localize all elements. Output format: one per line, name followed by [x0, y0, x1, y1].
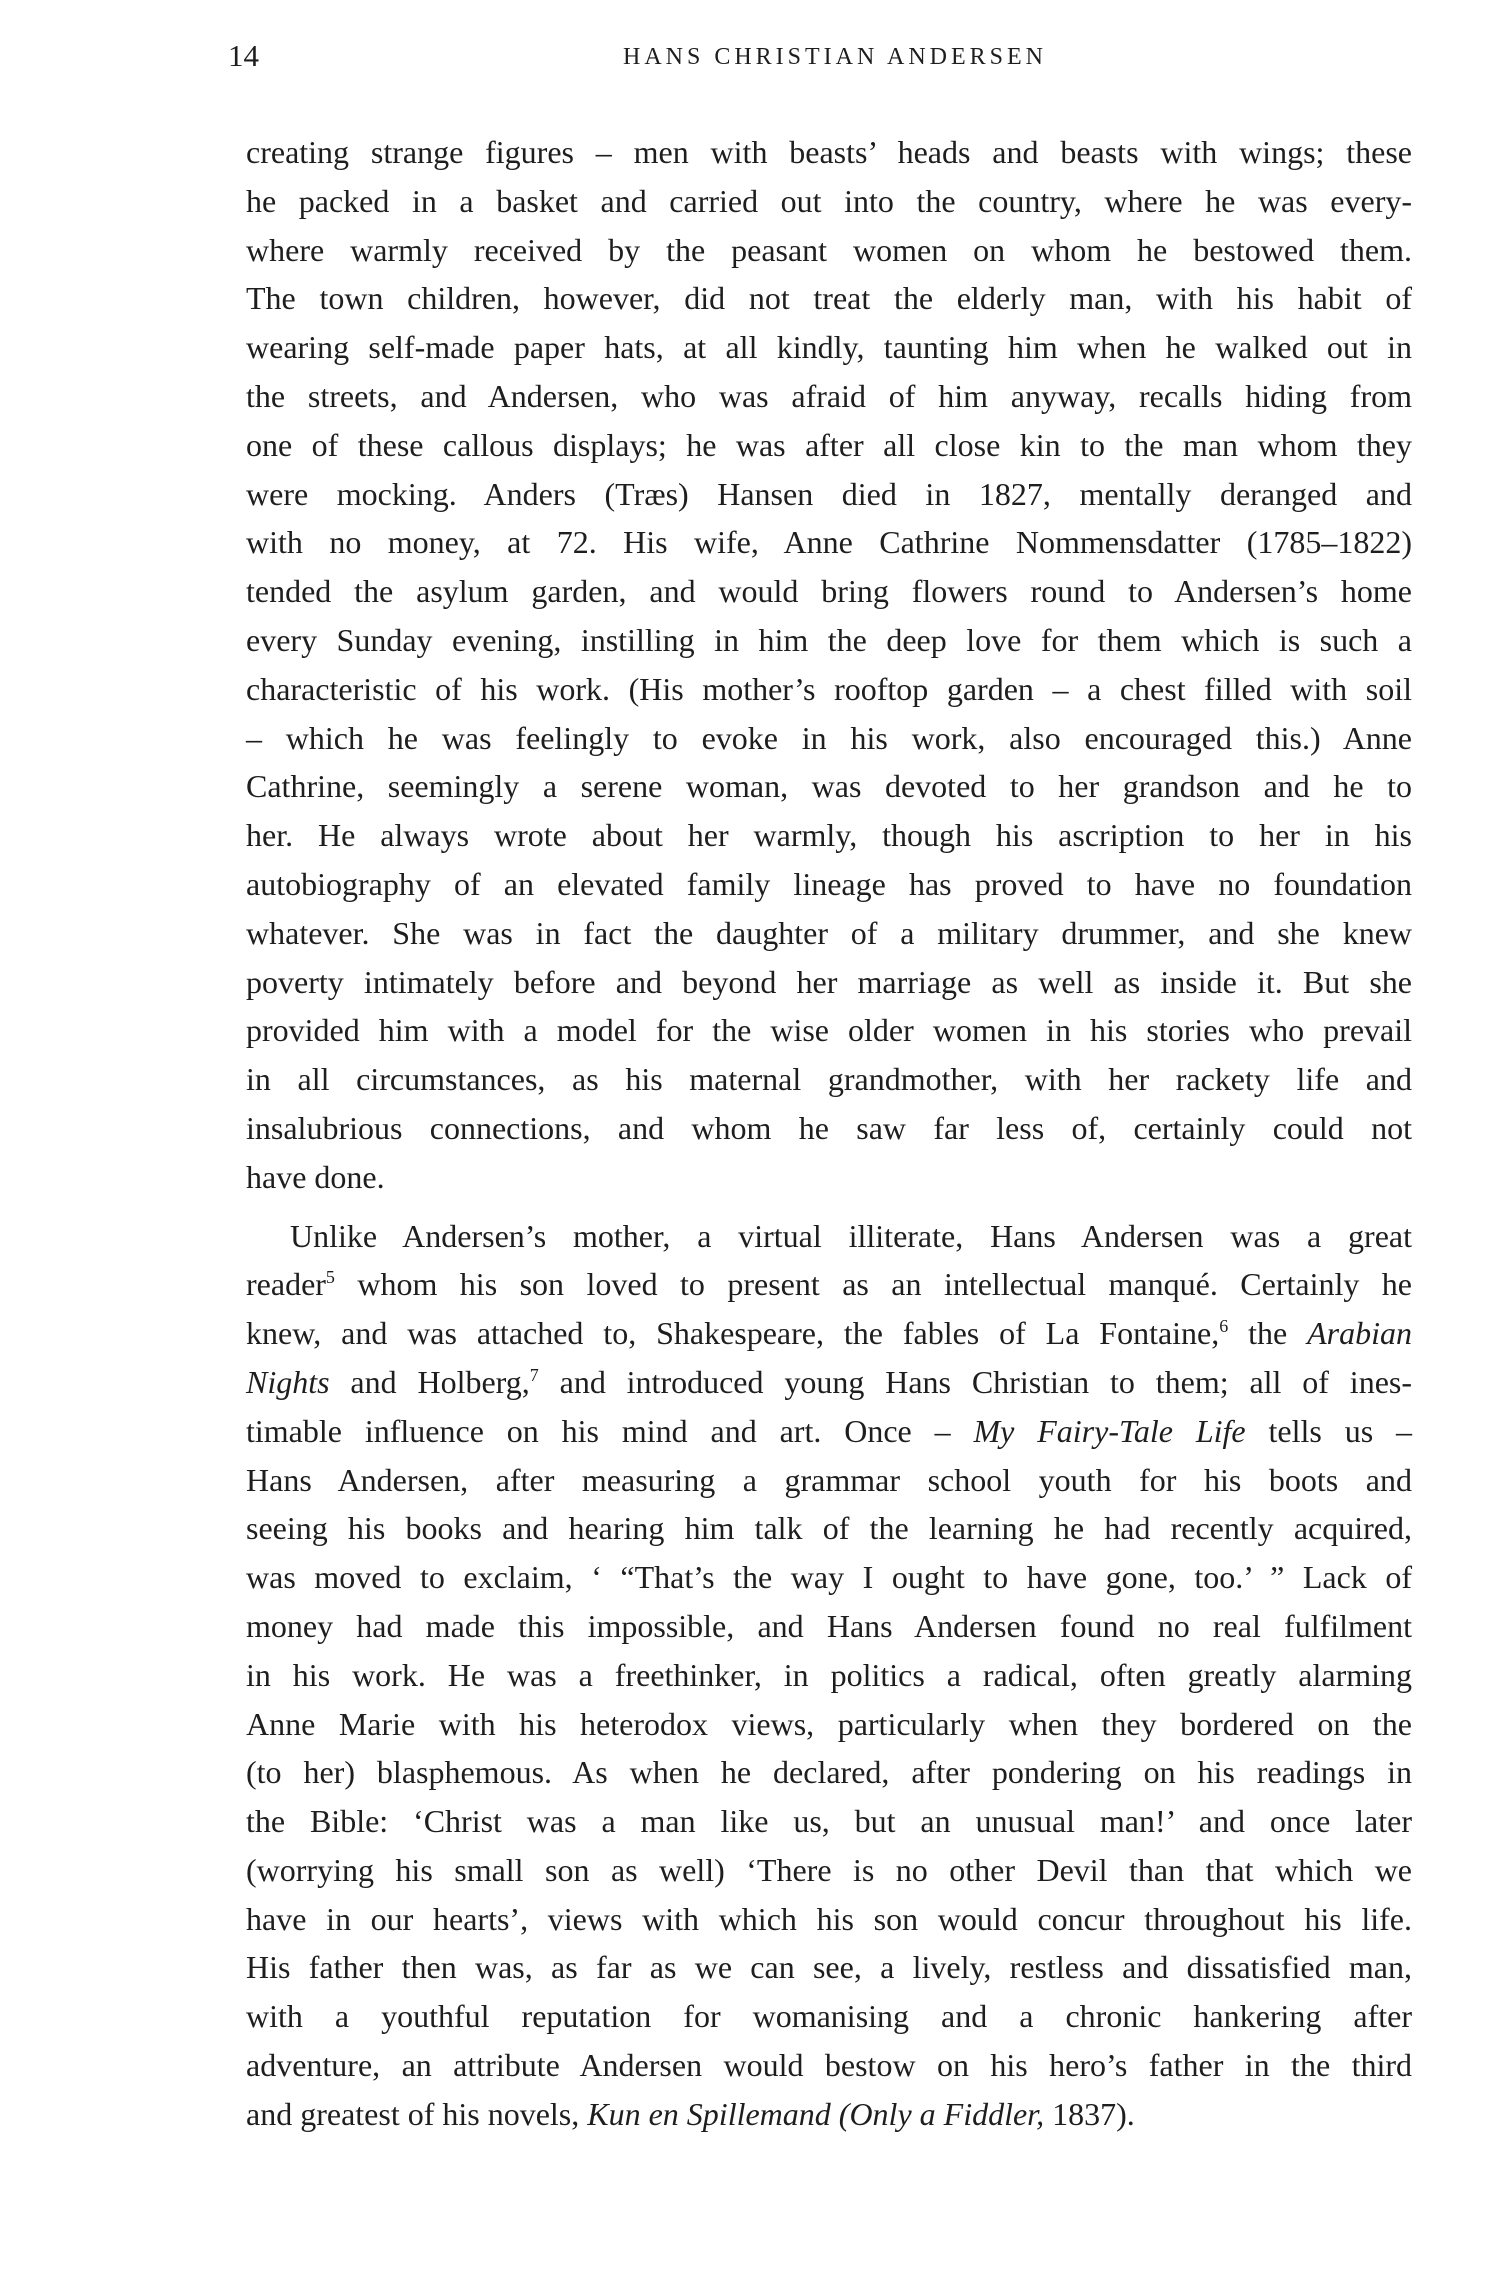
footnote-ref: 6: [1219, 1316, 1229, 1337]
text-line: [246, 811, 1412, 860]
text-line: [246, 1456, 1412, 1505]
footnote-ref: 7: [529, 1364, 539, 1385]
text-span: autobiography of an elevated family lineage has proved to have no foundation: [246, 865, 1412, 902]
text-line: [246, 518, 1412, 567]
text-span: His father then was, as far as we can see, a lively, restless and dissatisfied man,: [246, 1949, 1412, 1986]
text-line: [246, 1651, 1412, 1700]
text-line: [246, 860, 1412, 909]
text-span: The town children, however, did not treat the elderly man, with his habit of: [246, 280, 1412, 317]
text-line: [246, 1153, 1412, 1202]
text-line: [246, 1992, 1412, 2041]
text-span: Unlike Andersen’s mother, a virtual illiterate, Hans Andersen was a great: [290, 1217, 1412, 1254]
text-span: insalubrious connections, and whom he saw far less of, certainly could not: [246, 1109, 1412, 1146]
text-line: [246, 1104, 1412, 1153]
footnote-ref: 5: [325, 1267, 335, 1288]
text-span: whatever. She was in fact the daughter of a military drummer, and she knew: [246, 914, 1412, 951]
text-span: were mocking. Anders (Træs) Hansen died in 1827, mentally deranged and: [246, 475, 1412, 512]
text-span: with a youthful reputation for womanising and a chronic hankering after: [246, 1998, 1412, 2035]
text-line: [246, 762, 1412, 811]
text-span: (to her) blasphemous. As when he declared, after pondering on his readings in: [246, 1754, 1412, 1791]
text-line: [246, 421, 1412, 470]
text-line: [246, 665, 1412, 714]
text-line: [246, 470, 1412, 519]
paragraph-gap: [246, 1202, 1412, 1212]
text-line: [246, 1602, 1412, 1651]
text-line: [246, 1309, 1412, 1358]
text-line: [246, 616, 1412, 665]
text-line: [246, 226, 1412, 275]
text-span: and introduced young Hans Christian to them; all of ines-: [538, 1363, 1413, 1400]
text-span: he packed in a basket and carried out into the country, where he was every-: [246, 182, 1412, 219]
text-span: whom his son loved to present as an intellectual manqué. Certainly he: [334, 1266, 1412, 1303]
text-line: [246, 1700, 1412, 1749]
text-span: have done.: [246, 1158, 385, 1195]
text-span: adventure, an attribute Andersen would bestow on his hero’s father in the third: [246, 2047, 1412, 2084]
text-span: characteristic of his work. (His mother’s rooftop garden – a chest filled with soil: [246, 670, 1412, 707]
italic-text: Kun en Spillemand (Only a Fiddler,: [587, 2095, 1045, 2132]
text-line: [246, 1212, 1412, 1261]
text-span: where warmly received by the peasant women on whom he bestowed them.: [246, 231, 1412, 268]
text-span: Anne Marie with his heterodox views, particularly when they bordered on the: [246, 1705, 1412, 1742]
text-span: seeing his books and hearing him talk of the learning he had recently acquired,: [246, 1510, 1412, 1547]
italic-text: Nights: [246, 1363, 330, 1400]
text-span: have in our hearts’, views with which his son would concur throughout his life.: [246, 1900, 1412, 1937]
running-head: HANS CHRISTIAN ANDERSEN: [622, 44, 1048, 70]
text-line: [246, 372, 1412, 421]
body-text: [246, 128, 1412, 2139]
text-line: [246, 1748, 1412, 1797]
text-span: the Bible: ‘Christ was a man like us, but an unusual man!’ and once later: [246, 1803, 1412, 1840]
text-span: money had made this impossible, and Hans Andersen found no real fulfilment: [246, 1607, 1412, 1644]
text-span: Cathrine, seemingly a serene woman, was devoted to her grandson and he to: [246, 768, 1412, 805]
paragraph: [246, 1212, 1412, 2139]
text-line: [246, 274, 1412, 323]
text-line: [246, 958, 1412, 1007]
italic-text: Arabian: [1307, 1315, 1413, 1352]
text-line: [246, 1797, 1412, 1846]
text-line: [246, 714, 1412, 763]
text-span: 1837).: [1044, 2095, 1135, 2132]
text-line: [246, 1943, 1412, 1992]
text-span: poverty intimately before and beyond her marriage as well as inside it. But she: [246, 963, 1412, 1000]
text-span: knew, and was attached to, Shakespeare, the fables of La Fontaine,: [246, 1315, 1220, 1352]
paragraph: [246, 128, 1412, 1202]
text-line: [246, 909, 1412, 958]
text-line: [246, 128, 1412, 177]
page-number: 14: [228, 38, 259, 73]
text-line: [246, 1407, 1412, 1456]
text-line: [246, 1055, 1412, 1104]
text-span: wearing self-made paper hats, at all kindly, taunting him when he walked out in: [246, 329, 1412, 366]
text-line: [246, 1006, 1412, 1055]
text-span: was moved to exclaim, ‘ “That’s the way I ought to have gone, too.’ ” Lack of: [246, 1559, 1412, 1596]
text-line: [246, 2090, 1412, 2139]
text-span: reader: [246, 1266, 326, 1303]
text-span: with no money, at 72. His wife, Anne Cathrine Nommensdatter (1785–1822): [246, 524, 1412, 561]
text-span: in his work. He was a freethinker, in politics a radical, often greatly alarming: [246, 1656, 1412, 1693]
text-line: [246, 177, 1412, 226]
text-span: tells us –: [1245, 1412, 1413, 1449]
italic-text: My Fairy-Tale Life: [973, 1412, 1246, 1449]
text-span: tended the asylum garden, and would bring flowers round to Andersen’s home: [246, 573, 1412, 610]
text-line: [246, 1504, 1412, 1553]
text-span: timable influence on his mind and art. Once –: [246, 1412, 974, 1449]
text-span: the streets, and Andersen, who was afraid of him anyway, recalls hiding from: [246, 377, 1412, 414]
text-line: [246, 1358, 1412, 1407]
text-span: (worrying his small son as well) ‘There is no other Devil than that which we: [246, 1851, 1412, 1888]
text-line: [246, 1553, 1412, 1602]
text-line: [246, 567, 1412, 616]
text-span: one of these callous displays; he was after all close kin to the man whom they: [246, 426, 1412, 463]
text-line: [246, 1846, 1412, 1895]
text-line: [246, 2041, 1412, 2090]
text-span: and Holberg,: [329, 1363, 530, 1400]
text-line: [246, 323, 1412, 372]
text-span: creating strange figures – men with beasts’ heads and beasts with wings; these: [246, 134, 1412, 170]
text-span: Hans Andersen, after measuring a grammar school youth for his boots and: [246, 1461, 1412, 1498]
text-span: provided him with a model for the wise older women in his stories who prevail: [246, 1012, 1412, 1049]
text-line: [246, 1260, 1412, 1309]
text-span: – which he was feelingly to evoke in his work, also encouraged this.) Anne: [246, 719, 1412, 756]
text-span: every Sunday evening, instilling in him the deep love for them which is such a: [246, 621, 1412, 658]
text-span: the: [1228, 1315, 1308, 1352]
text-span: her. He always wrote about her warmly, though his ascription to her in his: [246, 817, 1412, 854]
text-line: [246, 1895, 1412, 1944]
text-span: and greatest of his novels,: [246, 2095, 588, 2132]
text-span: in all circumstances, as his maternal grandmother, with her rackety life and: [246, 1061, 1412, 1098]
